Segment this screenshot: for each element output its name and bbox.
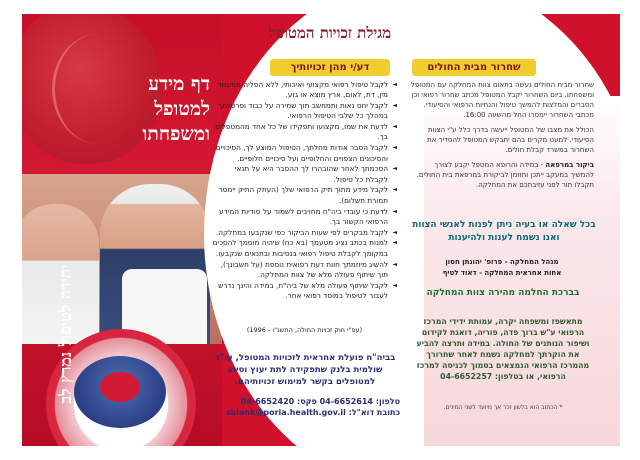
list-item: ◄ לקבל מבקרים לפי שעות הביקור כפי שנקבעו במחלקה.	[212, 228, 388, 238]
cover-title	[60, 72, 210, 147]
discharge-tab: שחרור מבית החולים	[412, 59, 536, 76]
list-item: ◄ לדעת כי עובדי ביה"ח מחויבים לשמור על סודיות המידע הרפואי הקשור בך.	[212, 207, 388, 228]
discharge-paragraph: שחרור מבית החולים נעשה בתאום צוות המחלקה עם המטופל ומשפחתו. ביום השחרור יקבל המטופל מכתב שחרור רפואי וכן הסברים והמלצות להמשך טיפול והנחיות הרפואי והסיעודי. מכתבי השחרור יימסרו החל מהשעה 16:00.	[410, 81, 594, 119]
head-nurse: אחות אחראית המחלקה - דאוד לטיף	[442, 269, 562, 277]
contact-details	[214, 396, 400, 418]
discharge-section	[410, 80, 594, 195]
page-title: מגילת זכויות המטופל	[268, 24, 392, 42]
clinic-visit-text: - במידה והרופא המטפל יקבע לצורך להמשיך במעקב ייתכן ותוזמן לביקורת במרפאת בית החולים. תקבלו תור לפני עזיבתכם את המחלקה.	[416, 161, 594, 189]
rights-list	[212, 80, 397, 301]
list-item: ◄ לקבל הסבר אודות מחלתך, הטיפול המוצע לך, הסיכויים והסיכונים הצפויים והחלופיים ועל סיכויים חלופיים.	[212, 143, 388, 164]
rights-officer-note: בביה"ח פועלת אחראית לזכויות המטופל, עו"ד שולמית בלנק שתפקידה לתת יעוץ וסיוע למטופלים בקשר למימוש זכויותיהם.	[214, 353, 396, 387]
clinic-visit-paragraph	[410, 160, 594, 190]
friends-association-note: מתאשפז ומשפחה יקרה, עמותת ידידי המרכז הרפואי ע"ש ברוך פדה, פוריה, דואגת לקידום ושיפור הנותנים של החולה. במידה ותרצה להביע את הוקרתך למחלקה נשמח לאחר שחרורך מהמרכז הרפואי הנמצאים בסמוך לכניסה למרכז הרפואי, או בטלפון: 04-6652257	[416, 317, 590, 381]
list-item: ◄ הסכמתך לאחר שהובהרו לך ההסבר היא על תנאי לקבלת כל טיפול.	[212, 164, 388, 185]
rights-list-section	[212, 80, 397, 302]
recovery-blessing: בברכת החלמה מהירה צוות המחלקה	[426, 288, 580, 298]
list-item: ◄ להשיג מיוזמתך חוות דעת רפואית נוספת (על חשבונך), תוך שיתוף פעולה מלא של צוות המחלקה.	[212, 260, 388, 281]
doctor-patient-photo	[22, 174, 222, 344]
phone-line: טלפון: 04-6652614 פקס: 04-6652420	[240, 397, 400, 406]
list-item: ◄ לקבל טיפול רפואי מקצועי ואיכותי, ללא הפליה ממעמד מין, דת, לאום, ארץ מוצא או גזע.	[212, 80, 388, 101]
list-item: ◄ לדעת את שמו, מקצועו ותפקידו של כל אחד מהמטפלים בך.	[212, 122, 388, 143]
gender-footnote: * הכתוב הוא בלשון זכר אך מיועד לשני המינים.	[443, 404, 563, 411]
unit-name: יחידה לטיפול נמרץ לב	[56, 264, 75, 404]
rights-tab: דע/י מהן זכויותיך	[270, 59, 390, 76]
department-managers	[412, 257, 592, 279]
hospital-logo-icon	[74, 356, 166, 428]
logo-heart-icon	[100, 372, 140, 402]
questions-callout: בכל שאלה או בעיה ניתן לפנות לאנשי הצוות ואנו נשמח לענות ולהיענות	[412, 220, 596, 243]
cover-panel	[22, 14, 222, 446]
email-line: כתובת דוא"ל: sblank@poria.health.gov.il	[225, 408, 400, 417]
cover-title-line: למטופל	[154, 98, 210, 120]
list-item: ◄ למנות בכתב נציג מטעמך (בא כח) שיהיה מוסמך להסכים במקומך לקבלת טיפול רפואי בנסיבות ובתנאים שנקבעו.	[212, 238, 388, 259]
list-item: ◄ לקבל מידע מתוך תיק הרפואי שלך (העתק התיק יימסר תמורת תשלום).	[212, 185, 388, 206]
department-head: מנהל המחלקה - פרופ' יהונתן חסון	[445, 258, 559, 266]
cover-title-line: ומשפחתו	[142, 123, 210, 145]
clinic-visit-label: ביקור במרפאה	[545, 161, 594, 169]
discharge-paragraph: הכולל את מצבו של המטופל ייעשה בדרך כלל ע"י הצוות הסיעודי. למעט מקרים בהם יתבקש המטופל להסדיר את השחרור במשרד קבלת חולים.	[427, 126, 594, 154]
law-reference: (עפ"י חוק זכויות החולה, התשנ"ו - 1996)	[246, 326, 363, 334]
list-item: ◄ לקבל שיתוף פעולה מלא של ביה"ח, במידה והינך נדרש לעבור לטיפול במוסד רפואי אחר.	[212, 281, 388, 302]
list-item: ◄ לקבל יחס נאות ותמחשב תוך שמירה על כבוד ופרטיותך במהלך כל שלבי הטיפול הרפואי.	[212, 101, 388, 122]
cover-title-line: דף מידע	[148, 73, 210, 95]
